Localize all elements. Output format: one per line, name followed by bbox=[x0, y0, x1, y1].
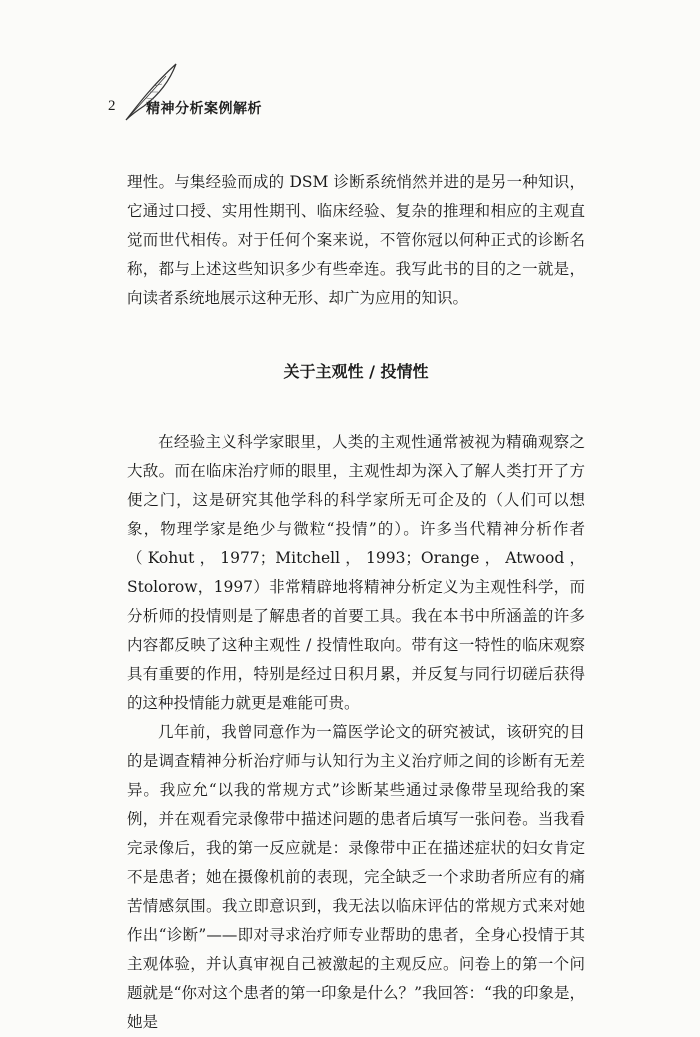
page-header bbox=[108, 62, 408, 122]
page-number: 2 bbox=[108, 98, 116, 114]
running-title: 精神分析案例解析 bbox=[146, 101, 262, 117]
intro-paragraph: 理性。与集经验而成的 DSM 诊断系统悄然并进的是另一种知识，它通过口授、实用性期刊、临床经验、复杂的推理和相应的主观直觉而世代相传。对于任何个案来说，不管你冠以何种正式的诊断名称，都与上述这些知识多少有些牵连。我写此书的目的之一就是，向读者系统地展示这种无形、却广为应用的知识。 bbox=[127, 173, 585, 307]
paragraph-2: 几年前，我曾同意作为一篇医学论文的研究被试，该研究的目的是调查精神分析治疗师与认知行为主义治疗师之间的诊断有无差异。我应允“以我的常规方式”诊断某些通过录像带呈现给我的案例，并在观看完录像带中描述问题的患者后填写一张问卷。当我看完录像后，我的第一反应就是：录像带中正在描述症状的妇女肯定不是患者；她在摄像机前的表现，完全缺乏一个求助者所应有的痛苦情感氛围。我立即意识到，我无法以临床评估的常规方式来对她作出“诊断”——即对寻求治疗师专业帮助的患者，全身心投情于其主观体验，并认真审视自己被激起的主观反应。问卷上的第一个问题就是“你对这个患者的第一印象是什么？”我回答：“我的印象是，她是 bbox=[127, 723, 585, 1031]
page-body bbox=[127, 168, 585, 1037]
section-title: 关于主观性 / 投情性 bbox=[283, 362, 429, 381]
paragraph-1: 在经验主义科学家眼里，人类的主观性通常被视为精确观察之大敌。而在临床治疗师的眼里，主观性却为深入了解人类打开了方便之门，这是研究其他学科的科学家所无可企及的（人们可以想象，物理学家是绝少与微粒“投情”的）。许多当代精神分析作者（Kohut，1977；Mitchell，1993；Orange，Atwood，Stolorow，1997）非常精辟地将精神分析定义为主观性科学，而分析师的投情则是了解患者的首要工具。我在本书中所涵盖的许多内容都反映了这种主观性 / 投情性取向。带有这一特性的临床观察具有重要的作用，特别是经过日积月累，并反复与同行切磋后获得的这种投情能力就更是难能可贵。 bbox=[127, 433, 585, 712]
